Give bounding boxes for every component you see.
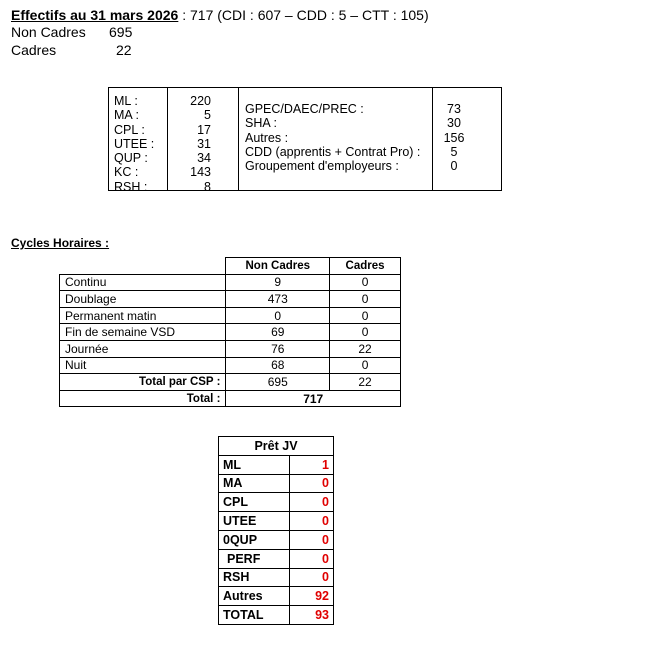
pret-label: 0QUP — [219, 530, 290, 549]
cycles-title: Cycles Horaires : — [11, 236, 110, 250]
table-row — [60, 291, 401, 308]
non-cadres-value: 695 — [109, 24, 133, 40]
cycle-cadres: 0 — [330, 357, 401, 374]
header-summary: : 717 (CDI : 607 – CDD : 5 – CTT : 105) — [182, 7, 429, 23]
pret-label: CPL — [219, 493, 290, 512]
distribution-box — [108, 87, 502, 194]
code-value: 220 — [190, 94, 211, 108]
pret-value: 93 — [290, 606, 334, 625]
table-row — [60, 274, 401, 291]
code-label: UTEE : — [114, 136, 155, 151]
code-label: RSH : — [114, 179, 148, 194]
pret-label: ML — [219, 455, 290, 474]
cycles-table — [59, 257, 401, 407]
table-row — [219, 549, 334, 568]
cadres-value: 22 — [116, 42, 132, 58]
code-label: ML : — [114, 94, 138, 108]
cycle-non-cadres: 68 — [226, 357, 330, 374]
pret-value: 1 — [290, 455, 334, 474]
table-row — [219, 512, 334, 531]
category-label: SHA : — [245, 116, 277, 131]
code-value: 5 — [204, 108, 211, 123]
code-label: MA : — [114, 108, 140, 123]
cycle-non-cadres: 473 — [226, 291, 330, 308]
pret-value: 0 — [290, 530, 334, 549]
table-row — [60, 357, 401, 374]
table-row — [219, 530, 334, 549]
code-label: QUP : — [114, 151, 148, 166]
categories-column — [245, 102, 420, 173]
pret-title: Prêt JV — [219, 437, 334, 456]
category-label: Groupement d'employeurs : — [245, 159, 399, 174]
code-values-column — [167, 94, 211, 194]
code-value: 17 — [197, 122, 211, 137]
pret-header-row — [219, 437, 334, 456]
category-value: 5 — [450, 144, 458, 159]
pret-value: 0 — [290, 493, 334, 512]
cycle-cadres: 0 — [330, 324, 401, 341]
header-non-cadres: Non Cadres — [226, 258, 330, 275]
pret-label: UTEE — [219, 512, 290, 531]
code-value: 8 — [204, 179, 211, 194]
pret-value: 0 — [290, 568, 334, 587]
pret-label: RSH — [219, 568, 290, 587]
total-csp-label: Total par CSP : — [60, 374, 226, 391]
table-row — [219, 493, 334, 512]
cycle-non-cadres: 9 — [226, 274, 330, 291]
non-cadres-label: Non Cadres — [11, 24, 86, 40]
table-row — [60, 324, 401, 341]
code-value: 34 — [197, 151, 211, 166]
empty-header-cell — [60, 258, 226, 275]
cadres-label: Cadres — [11, 42, 57, 58]
cycle-label: Doublage — [60, 291, 226, 308]
table-row — [219, 474, 334, 493]
table-row — [60, 340, 401, 357]
header-title: Effectifs au 31 mars 2026 — [11, 7, 179, 23]
pret-value: 92 — [290, 587, 334, 606]
table-row — [219, 568, 334, 587]
grand-total-row — [60, 390, 401, 407]
cycle-non-cadres: 0 — [226, 307, 330, 324]
cycle-cadres: 0 — [330, 307, 401, 324]
box-divider — [238, 88, 239, 190]
category-value: 30 — [447, 116, 461, 131]
code-value: 31 — [197, 136, 211, 151]
cycle-cadres: 22 — [330, 340, 401, 357]
pret-jv-table — [218, 436, 334, 625]
cycle-cadres: 0 — [330, 291, 401, 308]
table-row — [219, 587, 334, 606]
table-header-row — [60, 258, 401, 275]
total-csp-cadres: 22 — [330, 374, 401, 391]
codes-column — [114, 94, 154, 194]
grand-total-value: 717 — [226, 390, 401, 407]
pret-label: TOTAL — [219, 606, 290, 625]
cycle-cadres: 0 — [330, 274, 401, 291]
table-row — [219, 455, 334, 474]
total-csp-non-cadres: 695 — [226, 374, 330, 391]
category-label: GPEC/DAEC/PREC : — [245, 102, 364, 116]
pret-value: 0 — [290, 512, 334, 531]
total-csp-row — [60, 374, 401, 391]
table-row — [60, 307, 401, 324]
header-cadres: Cadres — [330, 258, 401, 275]
category-values-column — [432, 102, 476, 173]
code-label: CPL : — [114, 122, 145, 137]
category-label: CDD (apprentis + Contrat Pro) : — [245, 144, 421, 159]
cycle-label: Permanent matin — [60, 307, 226, 324]
pret-label: PERF — [219, 549, 290, 568]
category-value: 0 — [450, 159, 458, 174]
pret-label: MA — [219, 474, 290, 493]
pret-value: 0 — [290, 474, 334, 493]
code-value: 143 — [190, 165, 211, 180]
cycle-non-cadres: 76 — [226, 340, 330, 357]
cycle-label: Fin de semaine VSD — [60, 324, 226, 341]
category-value: 156 — [443, 130, 465, 145]
category-value: 73 — [447, 102, 461, 116]
pret-value: 0 — [290, 549, 334, 568]
header-line — [11, 7, 429, 23]
category-label: Autres : — [245, 130, 289, 145]
code-label: KC : — [114, 165, 139, 180]
pret-label: Autres — [219, 587, 290, 606]
cycle-label: Continu — [60, 274, 226, 291]
cycle-non-cadres: 69 — [226, 324, 330, 341]
cycle-label: Journée — [60, 340, 226, 357]
grand-total-label: Total : — [60, 390, 226, 407]
cycle-label: Nuit — [60, 357, 226, 374]
table-row — [219, 606, 334, 625]
